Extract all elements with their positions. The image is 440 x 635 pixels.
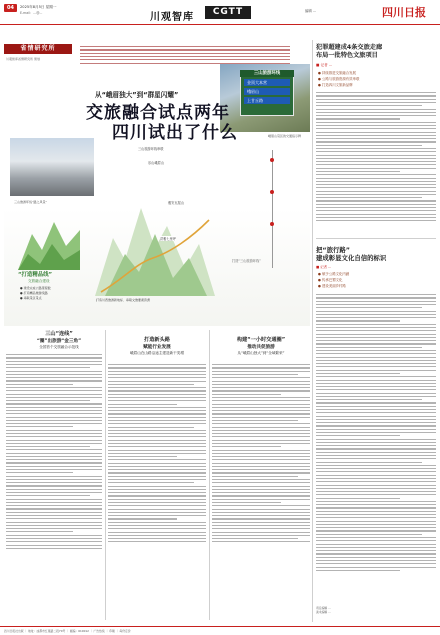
right-column-rule	[312, 40, 313, 622]
right-article-title	[316, 44, 436, 60]
lead-kicker: 从“峨眉独大”到“群星闪耀”	[95, 91, 179, 99]
highway-photo-caption: 三山旅游环线“路之风景”	[14, 200, 48, 204]
green-hills-illustration	[18, 210, 80, 290]
subsection-kicker: 构建“一小时交通圈”	[236, 337, 286, 343]
lead-headline-line2: 四川试出了什么	[112, 123, 238, 143]
lead-headline-line1: 交旅融合试点两年	[86, 103, 230, 123]
map-callout: 洪雅七里坪	[160, 237, 176, 241]
right-article-bullet: ● 公路与旅游资源有效串联	[318, 77, 360, 81]
right-article-byline: ■ 记者 ...	[316, 63, 333, 67]
right-article2-title-line: 建成彰显文化自信的标识	[316, 254, 387, 262]
green-panel-title: “打造精品线”	[18, 272, 53, 278]
mountain-shape	[105, 234, 207, 296]
right-column-divider	[316, 238, 436, 239]
subsection-title: 赋能行业发展	[143, 345, 171, 350]
map-marker	[270, 190, 274, 194]
photo-caption: 峨眉山景区的交通指示牌	[268, 134, 302, 138]
right-article-body	[316, 90, 436, 230]
editors-credit	[316, 606, 331, 614]
section-logo: CGTT	[205, 6, 251, 19]
newspaper-name: 四川日报	[382, 6, 426, 19]
right-article2-bullet: ● 建设美丽乡村路	[318, 284, 346, 288]
subsection-heading	[112, 336, 202, 356]
issue-date: 2025年8月5日 星期一	[20, 5, 57, 9]
highway-photo	[10, 138, 94, 196]
editor-line: 美术编辑 ...	[316, 610, 331, 614]
green-panel-subtitle: 交旅融合建设	[28, 279, 50, 283]
right-article2-body	[316, 292, 436, 602]
header-url: E-mail：...@...	[20, 11, 43, 15]
subsection-sub: 从“峨眉山独大”到“全域繁荣”	[237, 351, 285, 355]
road-sign-row: 上甘丘路	[244, 97, 290, 104]
road-sign-row: 峨眉山	[244, 88, 290, 95]
right-article-title-line: 犯罪超建成4条交旅走廊	[316, 44, 383, 51]
right-article2-byline: ■ 记者 ...	[316, 265, 332, 269]
header-divider	[0, 24, 440, 25]
subsection-heading	[212, 336, 310, 356]
right-article-title-line: 布局一批特色文旅项目	[316, 52, 378, 59]
body-column	[6, 352, 102, 618]
subsection-kicker: 打造新头路	[144, 337, 170, 343]
editor-line: 责任编辑 ...	[316, 606, 331, 610]
subsection-kicker: 三山“连线”	[45, 331, 73, 337]
right-article-bullet: ● 打造四川文旅新品牌	[318, 83, 353, 87]
subsection-sub: 全国首个交旅融合示范线	[39, 345, 79, 349]
green-panel-item: ● 串联景区景点	[20, 296, 42, 300]
map-marker	[270, 158, 274, 162]
right-article2-bullet: ● 赋予公路文化内涵	[318, 272, 350, 276]
green-panel-item: ● 打造精品旅游线路	[20, 291, 48, 295]
green-panel-item: ● 建设完成公路里程数	[20, 286, 51, 290]
chain-line	[272, 150, 273, 268]
map-callout: 三山旅游环线串联	[138, 147, 164, 151]
road-sign-row: 金顶大本营	[244, 79, 290, 86]
column-logo-sub: 川观智库省情研究所 策划	[6, 57, 40, 61]
map-callout: 乐山峨眉山	[148, 161, 164, 165]
body-column	[212, 362, 310, 618]
right-article-bullet: ● 持续推进交旅融合发展	[318, 71, 356, 75]
map-marker	[270, 222, 274, 226]
map-callout: 雅安瓦屋山	[168, 201, 184, 205]
page-footer: 四川日报社出版 ｜ 地址：成都市红星路二段70号 ｜ 邮编：610012 ｜ 广告热线 ｜ 印刷 ｜ 每份定价	[0, 626, 440, 635]
infographic-note: 打造川西旅游新地标、串联文旅要素资源	[96, 298, 151, 302]
section-title: 川观智库	[150, 12, 194, 23]
page-number-badge: 04	[4, 4, 17, 12]
body-column	[108, 362, 206, 618]
subsection-heading	[20, 330, 98, 350]
column-logo: 省情研究所	[4, 44, 72, 54]
right-article2-title	[316, 246, 386, 262]
column-rule	[105, 330, 106, 620]
mountain-illustration	[95, 168, 215, 296]
header-editor: 编辑 ...	[305, 9, 317, 13]
right-article2-title-line: 把“旅行路”	[316, 246, 350, 254]
chain-caption: 打造“三山旅游环线”	[232, 259, 261, 263]
right-article2-bullet: ● 传承巴蜀文化	[318, 278, 343, 282]
column-rule	[209, 330, 210, 620]
road-sign-title: 三山旅游环线	[240, 70, 294, 77]
subsection-title: 推动共促旅游	[247, 345, 275, 350]
subsection-title: “圈”出旅游“金三角”	[36, 339, 82, 344]
subsection-sub: 峨眉山在山路沿途主建造新干类增	[130, 351, 184, 355]
